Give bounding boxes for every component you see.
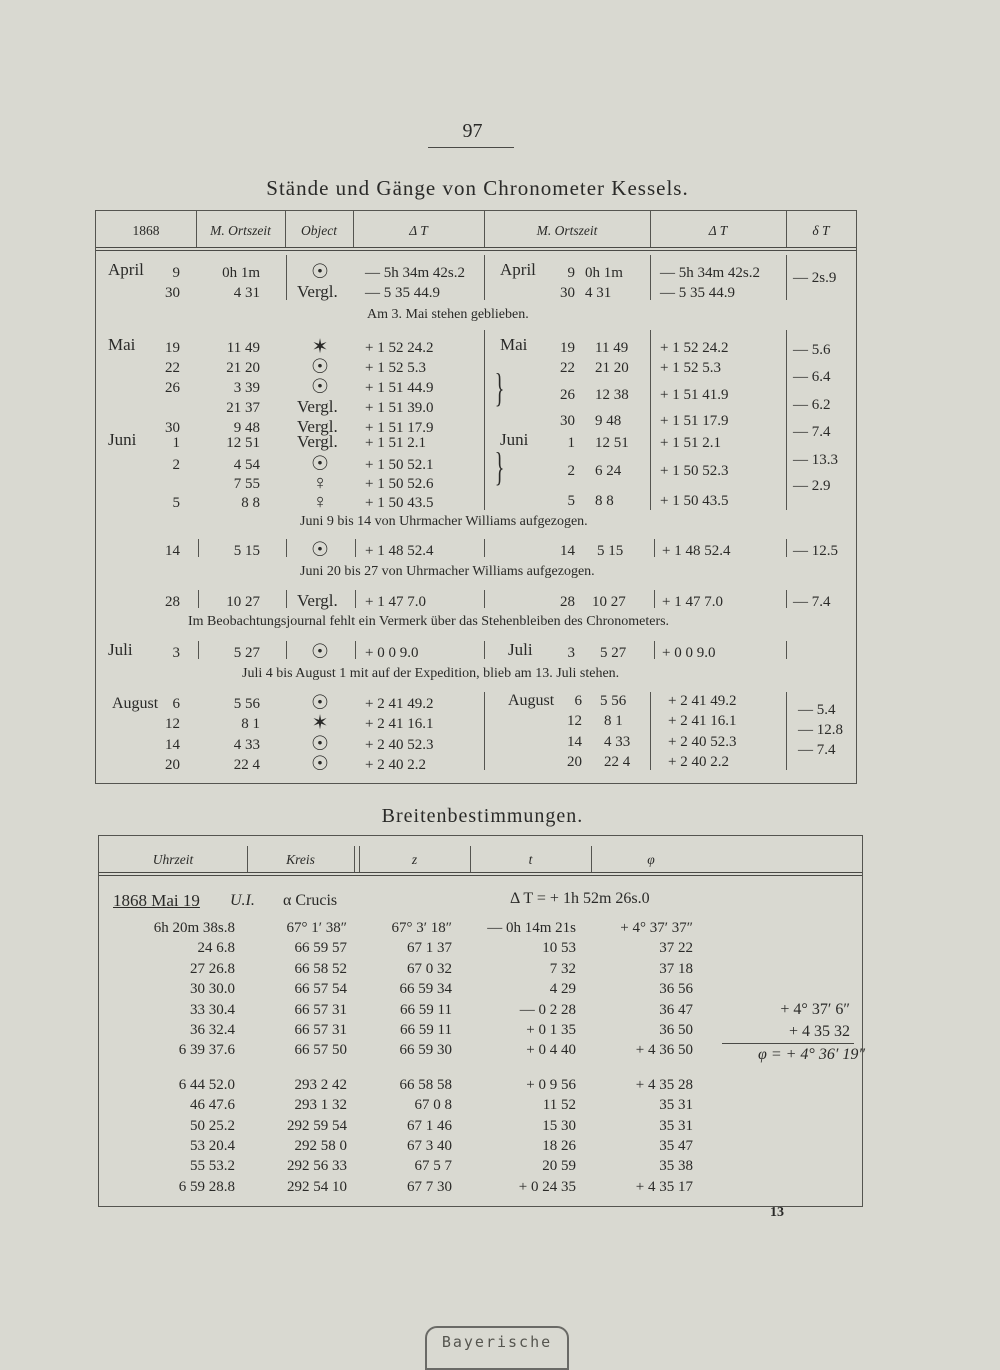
cell-uhrzeit: 24 6.8	[197, 940, 235, 957]
row-object: Vergl.	[297, 282, 338, 301]
star-icon: ✶	[311, 336, 329, 358]
note-juli-4: Juli 4 bis August 1 mit auf der Expedition, blieb am 13. Juli stehen.	[242, 666, 620, 681]
row-ortszeit: 5 56	[233, 696, 260, 712]
row-day-2: 19	[560, 340, 575, 356]
row-date-2: August	[508, 692, 555, 709]
row-object: Vergl.	[297, 432, 338, 451]
cell-uhrzeit: 6h 20m 38s.8	[153, 920, 235, 936]
cell-uhrzeit: 36 32.4	[190, 1022, 235, 1038]
row-day: 6	[172, 696, 180, 712]
cell-z: 67° 3′ 18″	[391, 920, 452, 936]
cell-t: 11 52	[542, 1097, 576, 1114]
row-ortszeit: 5 27	[233, 645, 260, 661]
row-delta-t-2: + 1 51 2.1	[660, 435, 721, 451]
cell-uhrzeit: 55 53.2	[190, 1158, 235, 1175]
row-small-delta: — 7.4	[793, 424, 831, 440]
header-z: z	[411, 852, 418, 867]
row-delta-t: + 1 51 2.1	[365, 435, 426, 451]
row-ortszeit-2: 4 33	[604, 734, 631, 750]
cell-phi: 36 47	[659, 1001, 693, 1018]
cell-kreis: 292 59 54	[287, 1117, 347, 1134]
row-date: August	[112, 695, 159, 712]
cell-uhrzeit: 33 30.4	[190, 1001, 235, 1018]
sun-icon: ☉	[311, 753, 329, 775]
cell-phi: + 4 35 17	[635, 1178, 693, 1195]
row-small-delta: — 5.4	[798, 702, 836, 718]
row-day-2: 28	[560, 594, 575, 610]
cell-phi: 35 38	[659, 1158, 693, 1175]
row-day-2: 30	[560, 413, 575, 429]
row-ortszeit-2: 6 24	[595, 463, 622, 479]
row-small-delta: — 6.4	[793, 369, 831, 385]
row-ortszeit-2: 12 38	[595, 387, 629, 403]
note-mai-3: Am 3. Mai stehen geblieben.	[367, 307, 529, 322]
cell-uhrzeit: 30 30.0	[190, 981, 235, 998]
cell-phi: 35 31	[659, 1117, 693, 1134]
row-object: Vergl.	[297, 417, 338, 436]
cell-phi: 35 31	[659, 1097, 693, 1114]
breiten-ui: U.I.	[230, 892, 255, 909]
row-small-delta: — 5.6	[793, 342, 831, 358]
row-delta-t-2: + 1 52 24.2	[660, 340, 729, 356]
sun-icon: ☉	[311, 733, 329, 755]
row-delta-t: + 0 0 9.0	[365, 645, 419, 661]
cell-z: 67 3 40	[407, 1138, 452, 1154]
cell-kreis: 292 54 10	[287, 1178, 347, 1195]
section-title-breiten: Breitenbestimmungen.	[381, 805, 584, 827]
cell-uhrzeit: 6 59 28.8	[178, 1178, 235, 1195]
row-date-2: April	[500, 260, 536, 279]
row-ortszeit: 9 48	[233, 420, 260, 436]
row-day: 30	[165, 285, 180, 301]
row-ortszeit: 7 55	[233, 476, 260, 492]
row-delta-t: + 1 48 52.4	[365, 543, 434, 559]
cell-kreis: 66 59 57	[294, 940, 347, 957]
row-date-2: Juli	[508, 640, 533, 659]
row-day: 19	[165, 340, 180, 356]
row-small-delta: — 2s.9	[793, 270, 837, 286]
summary-second: + 4 35 32	[788, 1023, 850, 1040]
row-delta-t-2: + 1 48 52.4	[662, 543, 731, 559]
row-ortszeit: 12 51	[226, 435, 260, 451]
cell-t: 7 32	[549, 960, 576, 977]
row-delta-t: + 2 40 52.3	[365, 737, 434, 753]
summary-result: φ = + 4° 36′ 19″	[757, 1046, 865, 1063]
cell-uhrzeit: 46 47.6	[190, 1097, 235, 1114]
sun-icon: ☉	[311, 356, 329, 378]
row-delta-t-2: — 5 35 44.9	[660, 285, 735, 301]
header-phi: φ	[647, 852, 655, 867]
row-small-delta: — 13.3	[793, 452, 838, 468]
cell-z: 67 1 37	[407, 940, 452, 957]
summary-first: + 4° 37′ 6″	[780, 1001, 850, 1018]
row-delta-t-2: + 1 47 7.0	[662, 594, 723, 610]
row-day: 26	[165, 380, 180, 396]
row-delta-t: — 5 35 44.9	[365, 285, 440, 301]
row-day-2: 20	[567, 754, 582, 770]
row-delta-t: — 5h 34m 42s.2	[365, 265, 466, 281]
row-day-2: 2	[567, 463, 575, 479]
cell-phi: + 4 35 28	[635, 1076, 693, 1093]
cell-t: + 0 4 40	[526, 1042, 576, 1059]
library-stamp: Bayerische	[425, 1326, 569, 1370]
row-delta-t: + 1 50 52.6	[365, 476, 434, 492]
breiten-delta-t: Δ T = + 1h 52m 26s.0	[510, 890, 650, 907]
row-delta-t-2: + 2 41 16.1	[668, 713, 737, 729]
row-ortszeit-2: 21 20	[595, 360, 629, 376]
row-ortszeit: 21 20	[226, 360, 260, 376]
row-day: 1	[172, 435, 180, 451]
header-kreis: Kreis	[286, 852, 315, 867]
page-number-rule	[428, 147, 514, 148]
cell-phi: 36 50	[659, 1022, 693, 1038]
summary-rule	[722, 1043, 854, 1044]
row-small-delta: — 7.4	[793, 594, 831, 610]
row-date: Juni	[108, 430, 137, 449]
cell-phi: 37 22	[659, 940, 693, 957]
row-ortszeit: 4 54	[233, 457, 260, 473]
cell-kreis: 66 58 52	[294, 960, 347, 977]
row-small-delta: — 7.4	[798, 742, 836, 758]
cell-kreis: 66 57 50	[294, 1042, 347, 1059]
row-ortszeit-2: 11 49	[595, 340, 629, 356]
row-delta-t: + 1 52 24.2	[365, 340, 434, 356]
cell-kreis: 292 56 33	[287, 1158, 347, 1175]
row-ortszeit-2: 12 51	[595, 435, 629, 451]
row-day-2: 26	[560, 387, 575, 403]
row-ortszeit: 11 49	[226, 340, 260, 356]
cell-z: 66 59 11	[400, 1001, 452, 1018]
cell-uhrzeit: 27 26.8	[190, 960, 235, 977]
row-delta-t-2: + 1 52 5.3	[660, 360, 721, 376]
row-delta-t-2: + 1 51 41.9	[660, 387, 729, 403]
cell-t: + 0 24 35	[518, 1178, 576, 1195]
row-delta-t: + 1 50 52.1	[365, 457, 434, 473]
cell-z: 67 7 30	[407, 1178, 452, 1195]
row-delta-t: + 1 52 5.3	[365, 360, 426, 376]
note-journal: Im Beobachtungsjournal fehlt ein Vermerk über das Stehenbleiben des Chronometers.	[188, 614, 670, 629]
row-day-2: 30	[560, 285, 575, 301]
cell-t: 20 59	[542, 1158, 576, 1175]
row-delta-t: + 2 41 49.2	[365, 696, 434, 712]
cell-z: 67 5 7	[414, 1158, 452, 1175]
sun-icon: ☉	[311, 692, 329, 714]
row-small-delta: — 12.5	[793, 543, 838, 559]
row-delta-t: + 1 51 39.0	[365, 400, 434, 416]
row-small-delta: — 2.9	[793, 478, 831, 494]
row-ortszeit: 4 33	[233, 737, 260, 753]
cell-uhrzeit: 53 20.4	[190, 1138, 235, 1154]
cell-phi: 35 47	[659, 1138, 693, 1154]
row-delta-t-2: + 2 40 52.3	[668, 734, 737, 750]
row-ortszeit: 8 8	[241, 495, 260, 511]
row-ortszeit-2: 8 8	[595, 493, 614, 509]
row-day-2: 22	[560, 360, 575, 376]
row-ortszeit: 5 15	[233, 543, 260, 559]
row-day-2: 6	[574, 693, 582, 709]
row-delta-t-2: + 2 41 49.2	[668, 693, 737, 709]
row-ortszeit: 21 37	[226, 400, 260, 416]
row-delta-t: + 1 51 17.9	[365, 420, 434, 436]
row-date-2: Mai	[500, 335, 528, 354]
cell-kreis: 292 58 0	[294, 1138, 347, 1154]
row-ortszeit-2: 4 31	[585, 285, 612, 301]
cell-z: 66 58 58	[399, 1076, 452, 1093]
header-ortszeit: M. Ortszeit	[210, 223, 271, 238]
row-day: 12	[165, 716, 180, 732]
brace-icon: }	[494, 365, 505, 410]
row-ortszeit-2: 9 48	[595, 413, 622, 429]
row-small-delta: — 6.2	[793, 397, 831, 413]
venus-icon: ♀	[312, 491, 328, 513]
cell-z: 66 59 34	[399, 981, 452, 998]
breiten-date: 1868 Mai 19	[113, 891, 200, 910]
sun-icon: ☉	[311, 641, 329, 663]
row-date: April	[108, 260, 144, 279]
row-delta-t: + 1 50 43.5	[365, 495, 434, 511]
cell-z: 66 59 11	[400, 1022, 452, 1038]
row-delta-t-2: + 1 51 17.9	[660, 413, 729, 429]
header-object: Object	[301, 223, 337, 238]
row-day-2: 14	[567, 734, 582, 750]
cell-t: 10 53	[542, 940, 576, 957]
row-day-2: 5	[567, 493, 575, 509]
row-delta-t: + 1 47 7.0	[365, 594, 426, 610]
section-title-chronometer: Stände und Gänge von Chronometer Kessels.	[266, 176, 689, 200]
venus-icon: ♀	[312, 472, 328, 494]
note-juni-9: Juni 9 bis 14 von Uhrmacher Williams aufgezogen.	[300, 514, 588, 529]
row-day: 5	[172, 495, 180, 511]
row-ortszeit-2: 5 27	[600, 645, 627, 661]
cell-uhrzeit: 6 44 52.0	[178, 1076, 235, 1093]
row-object: Vergl.	[297, 397, 338, 416]
cell-phi: 36 56	[659, 981, 693, 998]
cell-t: 15 30	[542, 1117, 576, 1134]
row-delta-t-2: — 5h 34m 42s.2	[660, 265, 761, 281]
cell-t: — 0h 14m 21s	[487, 920, 576, 936]
row-day-2: 9	[567, 265, 575, 281]
cell-z: 67 1 46	[407, 1117, 452, 1134]
row-day: 20	[165, 757, 180, 773]
sun-icon: ☉	[311, 539, 329, 561]
row-day: 14	[165, 543, 180, 559]
cell-z: 67 0 8	[414, 1097, 452, 1114]
header-small-delta: δ T	[812, 223, 830, 238]
sun-icon: ☉	[311, 376, 329, 398]
header-ortszeit-2: M. Ortszeit	[536, 223, 598, 238]
header-uhrzeit: Uhrzeit	[152, 852, 194, 867]
row-day-2: 12	[567, 713, 582, 729]
header-delta-t-2: Δ T	[708, 223, 728, 238]
row-day-2: 1	[567, 435, 575, 451]
row-ortszeit: 10 27	[226, 594, 260, 610]
row-ortszeit: 22 4	[233, 757, 260, 773]
cell-kreis: 66 57 54	[294, 981, 347, 998]
row-ortszeit-2: 8 1	[604, 713, 623, 729]
cell-t: — 0 2 28	[519, 1001, 576, 1018]
row-day-2: 3	[567, 645, 575, 661]
cell-t: + 0 1 35	[526, 1022, 576, 1038]
cell-kreis: 67° 1′ 38″	[286, 920, 347, 936]
row-delta-t-2: + 0 0 9.0	[662, 645, 716, 661]
page-number: 97	[462, 120, 483, 142]
brace-icon: }	[494, 444, 505, 489]
row-object: Vergl.	[297, 591, 338, 610]
row-day: 30	[165, 420, 180, 436]
row-ortszeit-2: 10 27	[592, 594, 626, 610]
row-date: Mai	[108, 335, 136, 354]
cell-t: + 0 9 56	[526, 1076, 576, 1093]
row-delta-t: + 2 40 2.2	[365, 757, 426, 773]
cell-z: 67 0 32	[407, 960, 452, 977]
row-date-2: Juni	[500, 430, 529, 449]
row-delta-t-2: + 1 50 43.5	[660, 493, 729, 509]
cell-uhrzeit: 50 25.2	[190, 1117, 235, 1134]
cell-uhrzeit: 6 39 37.6	[178, 1042, 235, 1059]
row-day: 9	[172, 265, 180, 281]
row-delta-t-2: + 2 40 2.2	[668, 754, 729, 770]
sun-icon: ☉	[311, 453, 329, 475]
row-ortszeit: 4 31	[233, 285, 260, 301]
row-ortszeit-2: 22 4	[604, 754, 631, 770]
header-year: 1868	[132, 223, 160, 238]
note-juni-20: Juni 20 bis 27 von Uhrmacher Williams aufgezogen.	[300, 564, 595, 579]
row-delta-t-2: + 1 50 52.3	[660, 463, 729, 479]
header-delta-t: Δ T	[409, 223, 428, 238]
cell-phi: + 4 36 50	[635, 1042, 693, 1059]
cell-z: 66 59 30	[399, 1042, 452, 1059]
star-icon: ✶	[311, 712, 329, 734]
row-day: 22	[165, 360, 180, 376]
cell-kreis: 293 1 32	[294, 1097, 347, 1114]
row-day: 3	[172, 645, 180, 661]
cell-t: 18 26	[542, 1138, 576, 1154]
row-ortszeit: 8 1	[241, 716, 260, 732]
row-delta-t: + 2 41 16.1	[365, 716, 434, 732]
cell-kreis: 66 57 31	[294, 1022, 347, 1038]
cell-phi: 37 18	[659, 960, 693, 977]
cell-t: 4 29	[549, 981, 576, 998]
cell-kreis: 66 57 31	[294, 1001, 347, 1018]
cell-kreis: 293 2 42	[294, 1076, 347, 1093]
catalog-number: 13	[770, 1205, 784, 1220]
sun-icon: ☉	[311, 261, 329, 283]
row-day: 14	[165, 737, 180, 753]
row-ortszeit-2: 5 15	[597, 543, 624, 559]
row-day: 28	[165, 594, 180, 610]
row-day-2: 14	[560, 543, 575, 559]
row-ortszeit-2: 0h 1m	[585, 265, 623, 281]
header-t: t	[528, 852, 533, 867]
row-delta-t: + 1 51 44.9	[365, 380, 434, 396]
row-day: 2	[172, 457, 180, 473]
row-ortszeit-2: 5 56	[600, 693, 627, 709]
row-small-delta: — 12.8	[798, 722, 843, 738]
row-ortszeit: 3 39	[233, 380, 260, 396]
row-ortszeit: 0h 1m	[222, 265, 260, 281]
row-date: Juli	[108, 640, 133, 659]
cell-phi: + 4° 37′ 37″	[620, 920, 693, 936]
breiten-star: α Crucis	[283, 892, 338, 909]
